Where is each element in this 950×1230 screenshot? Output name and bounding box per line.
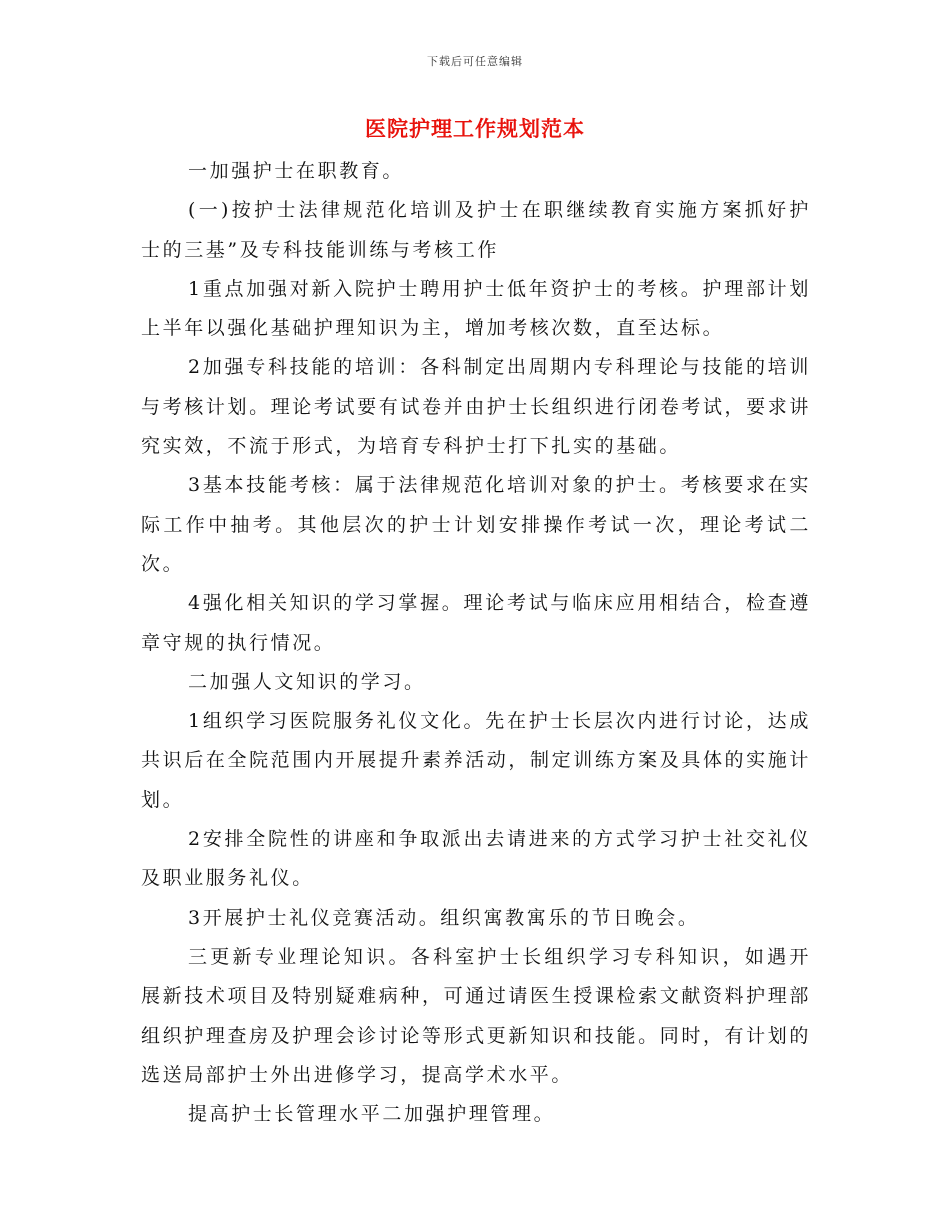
paragraph: (一)按护士法律规范化培训及护士在职继续教育实施方案抓好护士的三基”及专科技能训练与考核工作: [141, 199, 811, 261]
paragraph: 2安排全院性的讲座和争取派出去请进来的方式学习护士社交礼仪及职业服务礼仪。: [141, 828, 811, 890]
paragraph: 1组织学习医院服务礼仪文化。先在护士长层次内进行讨论，达成共识后在全院范围内开展提升素养活动，制定训练方案及具体的实施计划。: [141, 710, 811, 811]
paragraph: 1重点加强对新入院护士聘用护士低年资护士的考核。护理部计划上半年以强化基础护理知识为主，增加考核次数，直至达标。: [141, 277, 811, 340]
paragraph: 一加强护士在职教育。: [188, 160, 405, 182]
paragraph: 提高护士长管理水平二加强护理管理。: [188, 1103, 556, 1126]
paragraph: 二加强人文知识的学习。: [188, 670, 426, 693]
paragraph: 三更新专业理论知识。各科室护士长组织学习专科知识，如遇开展新技术项目及特别疑难病种，可通过请医生授课检索文献资料护理部组织护理查房及护理会诊讨论等形式更新知识和技能。同时，有计划的选送局部护士外出进修学习，提高学术水平。: [141, 945, 811, 1086]
paragraph: 4强化相关知识的学习掌握。理论考试与临床应用相结合，检查遵章守规的执行情况。: [141, 592, 811, 654]
document-body: [141, 152, 811, 1134]
paragraph: 3基本技能考核：属于法律规范化培训对象的护士。考核要求在实际工作中抽考。其他层次的护士计划安排操作考试一次，理论考试二次。: [141, 474, 811, 575]
paragraph: 3开展护士礼仪竞赛活动。组织寓教寓乐的节日晚会。: [188, 906, 700, 929]
paragraph: 2加强专科技能的培训：各科制定出周期内专科理论与技能的培训与考核计划。理论考试要有试卷并由护士长组织进行闭卷考试，要求讲究实效，不流于形式，为培育专科护士打下扎实的基础。: [141, 356, 811, 458]
document-title: 医院护理工作规划范本: [365, 116, 585, 141]
header-note: 下载后可任意编辑: [427, 55, 523, 68]
